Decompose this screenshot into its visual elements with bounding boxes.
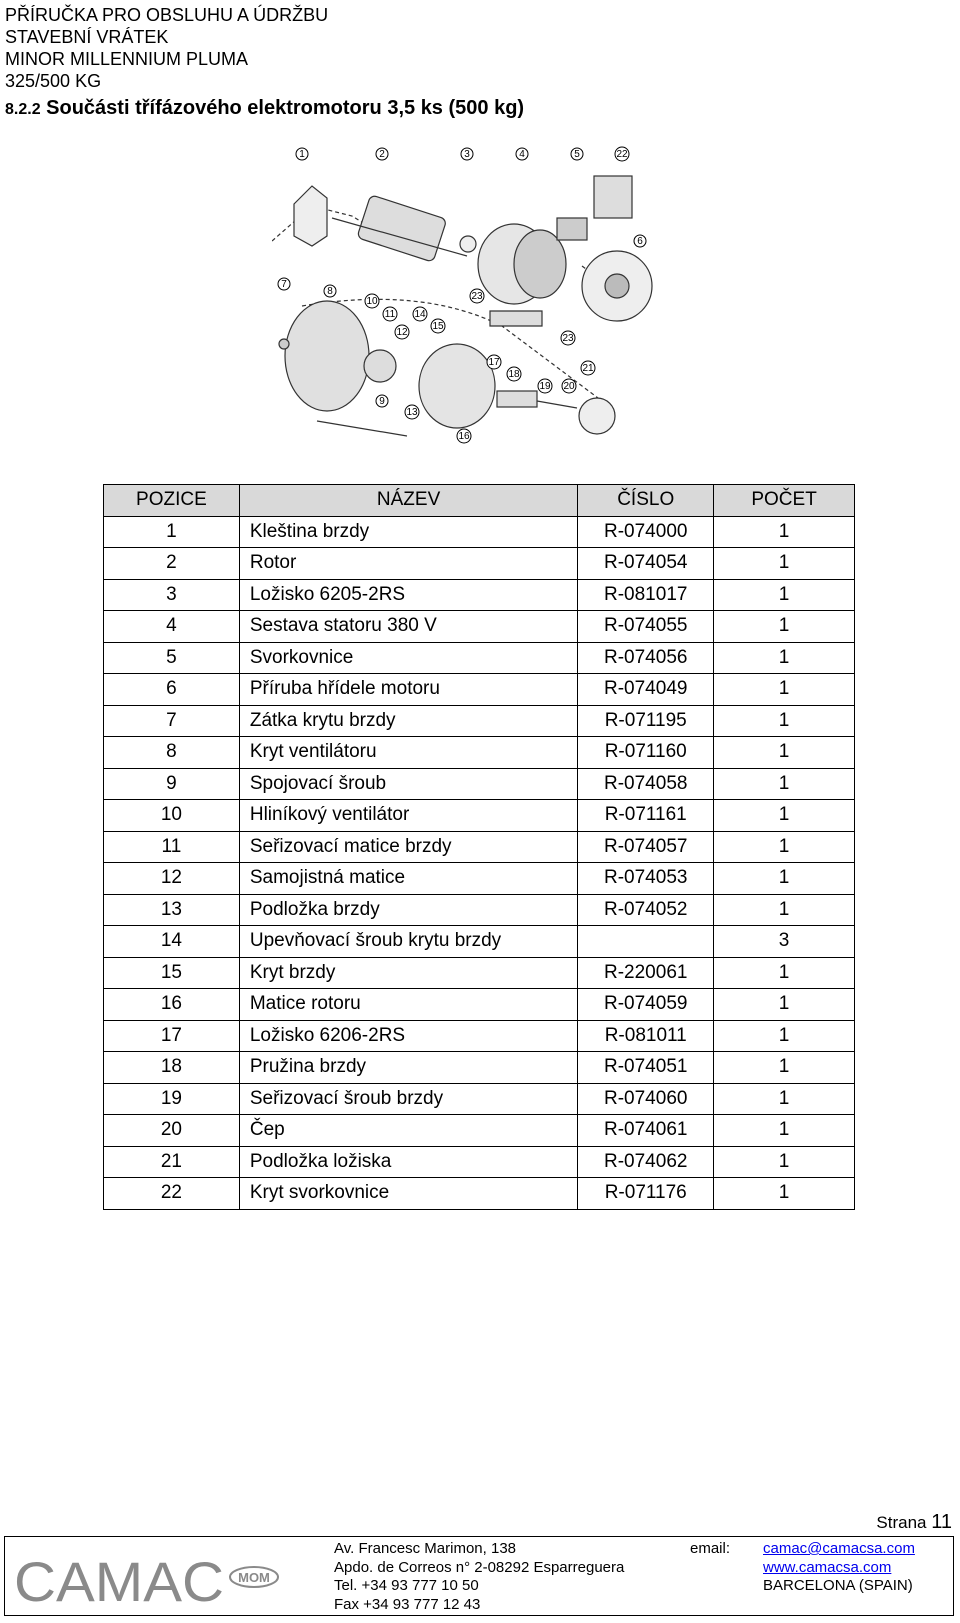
callout-6: 6: [637, 236, 643, 247]
cell-code: R-074061: [578, 1115, 714, 1147]
cell-name: Hliníkový ventilátor: [239, 800, 577, 832]
logo-badge: MOM: [238, 1570, 270, 1585]
col-header-quantity: POČET: [714, 485, 855, 517]
cell-name: Kryt ventilátoru: [239, 737, 577, 769]
cell-name: Zátka krytu brzdy: [239, 705, 577, 737]
cell-position: 16: [104, 989, 240, 1021]
cell-code: R-071176: [578, 1178, 714, 1210]
cell-position: 10: [104, 800, 240, 832]
callout-1: 1: [299, 149, 305, 160]
website-link[interactable]: www.camacsa.com: [763, 1558, 892, 1576]
header-model: MINOR MILLENNIUM PLUMA: [5, 49, 249, 69]
table-row: [104, 1178, 855, 1210]
table-row: [104, 548, 855, 580]
company-contact: [763, 1540, 915, 1596]
company-address: [334, 1540, 624, 1614]
cell-name: Příruba hřídele motoru: [239, 674, 577, 706]
cell-code: R-220061: [578, 957, 714, 989]
cell-position: 18: [104, 1052, 240, 1084]
cell-name: Kryt svorkovnice: [239, 1178, 577, 1210]
cell-name: Čep: [239, 1115, 577, 1147]
cell-name: Rotor: [239, 548, 577, 580]
callout-20: 20: [563, 381, 575, 392]
cell-quantity: 1: [714, 548, 855, 580]
cell-quantity: 1: [714, 674, 855, 706]
table-row: [104, 863, 855, 895]
header-manual-title: PŘÍRUČKA PRO OBSLUHU A ÚDRŽBU: [5, 5, 329, 25]
cell-code: R-074057: [578, 831, 714, 863]
cell-quantity: 1: [714, 1115, 855, 1147]
page-number-value: 11: [931, 1511, 952, 1533]
address-phone: Tel. +34 93 777 10 50: [334, 1577, 479, 1594]
cell-position: 22: [104, 1178, 240, 1210]
document-header: [5, 4, 328, 92]
callout-13: 13: [406, 407, 418, 418]
cell-position: 17: [104, 1020, 240, 1052]
header-capacity: 325/500 KG: [5, 71, 102, 91]
cell-code: R-081011: [578, 1020, 714, 1052]
table-row: [104, 642, 855, 674]
table-row: [104, 1115, 855, 1147]
cell-quantity: 1: [714, 831, 855, 863]
callout-4: 4: [519, 149, 525, 160]
parts-table-body: [104, 516, 855, 1209]
callout-23a: 23: [471, 291, 483, 302]
table-row: [104, 516, 855, 548]
table-row: [104, 957, 855, 989]
callout-9: 9: [379, 396, 385, 407]
callout-18: 18: [508, 369, 520, 380]
cell-quantity: 1: [714, 705, 855, 737]
cell-name: Seřizovací šroub brzdy: [239, 1083, 577, 1115]
callout-5: 5: [574, 149, 580, 160]
cell-position: 2: [104, 548, 240, 580]
cell-quantity: 1: [714, 642, 855, 674]
col-header-name: NÁZEV: [239, 485, 577, 517]
table-row: [104, 1146, 855, 1178]
cell-quantity: 1: [714, 1083, 855, 1115]
cell-position: 5: [104, 642, 240, 674]
address-postbox: Apdo. de Correos n° 2-08292 Esparreguera: [334, 1558, 625, 1576]
cell-quantity: 1: [714, 800, 855, 832]
logo-text: CAMAC: [14, 1555, 224, 1607]
cell-quantity: 1: [714, 1146, 855, 1178]
cell-name: Samojistná matice: [239, 863, 577, 895]
address-fax: Fax +34 93 777 12 43: [334, 1595, 481, 1613]
cell-position: 20: [104, 1115, 240, 1147]
cell-code: R-074056: [578, 642, 714, 674]
callout-15: 15: [432, 321, 444, 332]
cell-code: R-081017: [578, 579, 714, 611]
callout-11: 11: [384, 309, 396, 320]
cell-code: R-074055: [578, 611, 714, 643]
company-city: BARCELONA (SPAIN): [763, 1577, 913, 1594]
cell-name: Ložisko 6206-2RS: [239, 1020, 577, 1052]
cell-code: R-074059: [578, 989, 714, 1021]
cell-position: 9: [104, 768, 240, 800]
cell-position: 14: [104, 926, 240, 958]
table-row: [104, 737, 855, 769]
cell-code: R-074000: [578, 516, 714, 548]
cell-quantity: 3: [714, 926, 855, 958]
cell-name: Spojovací šroub: [239, 768, 577, 800]
callout-3: 3: [464, 149, 470, 160]
callout-2: 2: [379, 149, 385, 160]
cell-code: R-071160: [578, 737, 714, 769]
table-row: [104, 989, 855, 1021]
cell-name: Svorkovnice: [239, 642, 577, 674]
cell-quantity: 1: [714, 1178, 855, 1210]
cell-quantity: 1: [714, 863, 855, 895]
header-product-type: STAVEBNÍ VRÁTEK: [5, 27, 169, 47]
cell-quantity: 1: [714, 1020, 855, 1052]
callout-16: 16: [458, 431, 470, 442]
table-row: [104, 579, 855, 611]
table-row: [104, 674, 855, 706]
callout-7: 7: [281, 279, 287, 290]
col-header-position: POZICE: [104, 485, 240, 517]
cell-position: 15: [104, 957, 240, 989]
parts-table-header: [104, 485, 855, 517]
exploded-motor-diagram: [272, 146, 672, 456]
cell-position: 8: [104, 737, 240, 769]
table-row: [104, 1052, 855, 1084]
parts-table: [103, 484, 855, 1210]
cell-position: 1: [104, 516, 240, 548]
section-heading: [5, 97, 524, 120]
cell-code: R-074052: [578, 894, 714, 926]
cell-position: 7: [104, 705, 240, 737]
callout-21: 21: [582, 363, 594, 374]
camac-logo: [14, 1555, 279, 1607]
cell-code: [578, 926, 714, 958]
cell-name: Pružina brzdy: [239, 1052, 577, 1084]
cell-quantity: 1: [714, 894, 855, 926]
table-row: [104, 1020, 855, 1052]
cell-name: Podložka brzdy: [239, 894, 577, 926]
page-label: Strana: [876, 1513, 927, 1532]
cell-quantity: 1: [714, 516, 855, 548]
table-row: [104, 831, 855, 863]
callout-8: 8: [327, 286, 333, 297]
callout-23b: 23: [562, 333, 574, 344]
cell-code: R-074062: [578, 1146, 714, 1178]
section-number: 8.2.2: [5, 101, 41, 118]
callout-22: 22: [616, 149, 628, 160]
callout-19: 19: [539, 381, 551, 392]
table-row: [104, 800, 855, 832]
callout-14: 14: [414, 309, 426, 320]
cell-position: 21: [104, 1146, 240, 1178]
cell-code: R-074060: [578, 1083, 714, 1115]
cell-code: R-071161: [578, 800, 714, 832]
cell-name: Upevňovací šroub krytu brzdy: [239, 926, 577, 958]
cell-code: R-074054: [578, 548, 714, 580]
email-link[interactable]: camac@camacsa.com: [763, 1540, 915, 1557]
cell-position: 12: [104, 863, 240, 895]
cell-quantity: 1: [714, 989, 855, 1021]
table-row: [104, 1083, 855, 1115]
cell-name: Seřizovací matice brzdy: [239, 831, 577, 863]
cell-name: Sestava statoru 380 V: [239, 611, 577, 643]
table-row: [104, 705, 855, 737]
callout-12: 12: [396, 327, 408, 338]
cell-quantity: 1: [714, 1052, 855, 1084]
callout-10: 10: [366, 296, 378, 307]
callout-17: 17: [488, 357, 500, 368]
cell-quantity: 1: [714, 768, 855, 800]
cell-code: R-074051: [578, 1052, 714, 1084]
cell-quantity: 1: [714, 579, 855, 611]
cell-position: 4: [104, 611, 240, 643]
cell-code: R-074058: [578, 768, 714, 800]
cell-code: R-074053: [578, 863, 714, 895]
address-street: Av. Francesc Marimon, 138: [334, 1540, 517, 1557]
cell-position: 3: [104, 579, 240, 611]
email-label: email:: [690, 1540, 731, 1557]
cell-code: R-071195: [578, 705, 714, 737]
section-title: Součásti třífázového elektromotoru 3,5 ks (500 kg): [46, 97, 525, 119]
cell-name: Kryt brzdy: [239, 957, 577, 989]
cell-name: Kleština brzdy: [239, 516, 577, 548]
cell-position: 19: [104, 1083, 240, 1115]
page-number: [876, 1511, 952, 1534]
cell-quantity: 1: [714, 611, 855, 643]
cell-name: Ložisko 6205-2RS: [239, 579, 577, 611]
cell-position: 13: [104, 894, 240, 926]
col-header-code: ČÍSLO: [578, 485, 714, 517]
cell-quantity: 1: [714, 737, 855, 769]
cell-name: Matice rotoru: [239, 989, 577, 1021]
table-row: [104, 768, 855, 800]
cell-position: 11: [104, 831, 240, 863]
table-row: [104, 926, 855, 958]
cell-position: 6: [104, 674, 240, 706]
cell-quantity: 1: [714, 957, 855, 989]
table-row: [104, 611, 855, 643]
table-row: [104, 894, 855, 926]
cell-code: R-074049: [578, 674, 714, 706]
cell-name: Podložka ložiska: [239, 1146, 577, 1178]
